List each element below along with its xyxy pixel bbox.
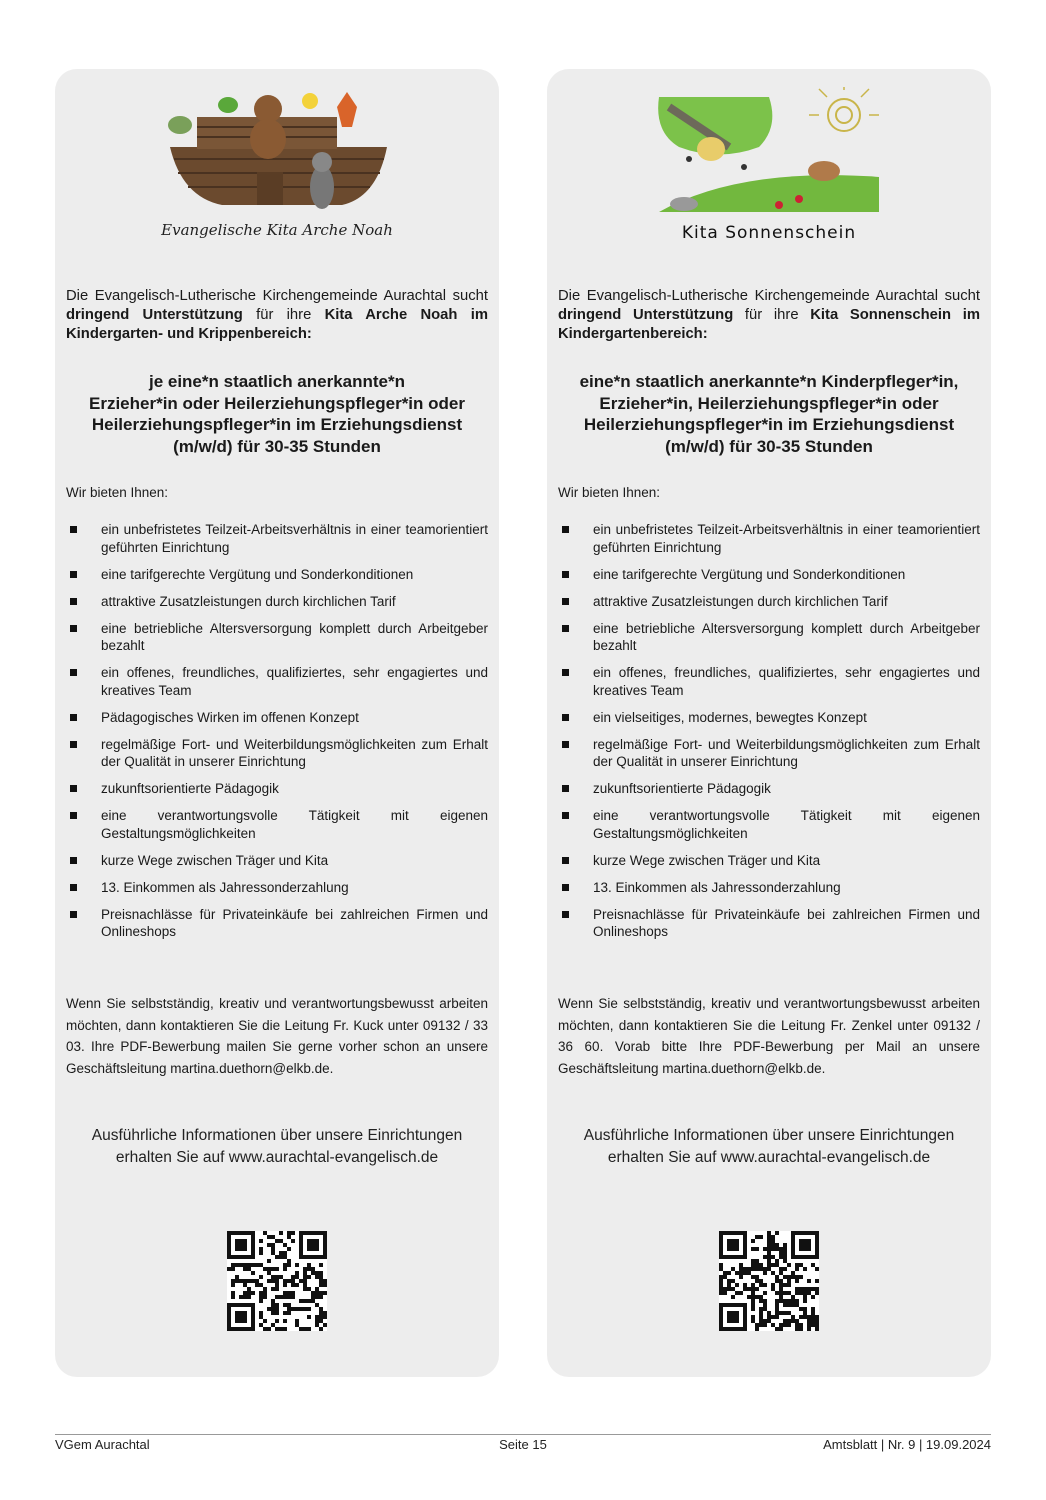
bullet-icon <box>70 884 77 891</box>
list-item: zukunftsorientierte Pädagogik <box>558 780 980 798</box>
bullet-icon <box>562 857 569 864</box>
bullet-icon <box>562 571 569 578</box>
intro-text: Die Evangelisch-Lutherische Kirchengemeinde Aurachtal sucht dringend Unterstützung für ihre Kita Arche Noah im Kindergarten- und Krippenbereich: <box>66 288 488 342</box>
logo-caption: Kita Sonnenschein <box>681 223 857 243</box>
list-item: eine verantwortungsvolle Tätigkeit mit eigenen Gestaltungsmöglichkeiten <box>558 807 980 842</box>
footer-issue: Amtsblatt | Nr. 9 | 19.09.2024 <box>823 1437 991 1452</box>
bullet-icon <box>70 571 77 578</box>
bullet-icon <box>562 714 569 721</box>
offer-label: Wir bieten Ihnen: <box>66 485 169 500</box>
logo-caption: Evangelische Kita Arche Noah <box>161 221 393 239</box>
bullet-icon <box>562 669 569 676</box>
qr-code[interactable] <box>227 1231 327 1331</box>
list-item: eine betriebliche Altersversorgung komplett durch Arbeitgeber bezahlt <box>558 620 980 655</box>
qr-code[interactable] <box>719 1231 819 1331</box>
footer-publisher: VGem Aurachtal <box>55 1437 150 1452</box>
bullet-icon <box>70 911 77 918</box>
bullet-icon <box>70 669 77 676</box>
list-item: kurze Wege zwischen Träger und Kita <box>558 852 980 870</box>
list-item: ein offenes, freundliches, qualifiziertes, sehr engagiertes und kreatives Team <box>558 664 980 699</box>
bullet-icon <box>562 884 569 891</box>
contact-text: Wenn Sie selbstständig, kreativ und verantwortungsbewusst arbeiten möchten, dann kontaktieren Sie die Leitung Fr. Zenkel unter 09132 / 36 60. Vorab bitte Ihre PDF-Bewerbung per Mail an unsere Geschäftsleitung martina.duethorn@elkb.de. <box>558 996 980 1076</box>
bullet-icon <box>562 598 569 605</box>
bullet-icon <box>70 625 77 632</box>
list-item: eine tarifgerechte Vergütung und Sonderkonditionen <box>558 566 980 584</box>
info-text: Ausführliche Informationen über unsere Einrichtungen erhalten Sie auf www.aurachtal-evangelisch.de <box>583 1127 955 1166</box>
list-item: ein unbefristetes Teilzeit-Arbeitsverhältnis in einer teamorientiert geführten Einrichtung <box>66 521 488 556</box>
position-title: eine*n staatlich anerkannte*n Kinderpfleger*in, Erzieher*in, Heilerziehungspfleger*in oder Heilerziehungspfleger*in im Erziehungsdienst (m/w/d) für 30-35 Stunden <box>579 372 959 456</box>
list-item: attraktive Zusatzleistungen durch kirchlichen Tarif <box>558 593 980 611</box>
bullet-icon <box>70 857 77 864</box>
list-item: ein unbefristetes Teilzeit-Arbeitsverhältnis in einer teamorientiert geführten Einrichtung <box>558 521 980 556</box>
bullet-icon <box>70 812 77 819</box>
offer-label: Wir bieten Ihnen: <box>558 485 661 500</box>
bullet-icon <box>70 598 77 605</box>
list-item: 13. Einkommen als Jahressonderzahlung <box>558 879 980 897</box>
bullet-icon <box>562 526 569 533</box>
list-item: kurze Wege zwischen Träger und Kita <box>66 852 488 870</box>
bullet-icon <box>70 785 77 792</box>
bullet-icon <box>70 741 77 748</box>
list-item: ein vielseitiges, modernes, bewegtes Konzept <box>558 709 980 727</box>
position-title: je eine*n staatlich anerkannte*n Erzieher*in oder Heilerziehungspfleger*in oder Heilerziehungspfleger*in im Erziehungsdienst (m/w/d) für 30-35 Stunden <box>89 372 465 456</box>
list-item: Preisnachlässe für Privateinkäufe bei zahlreichen Firmen und Onlineshops <box>558 906 980 941</box>
bullet-icon <box>70 526 77 533</box>
footer-divider <box>55 1434 991 1435</box>
bullet-icon <box>562 741 569 748</box>
list-item: attraktive Zusatzleistungen durch kirchlichen Tarif <box>66 593 488 611</box>
list-item: regelmäßige Fort- und Weiterbildungsmöglichkeiten zum Erhalt der Qualität in unserer Einrichtung <box>66 736 488 771</box>
list-item: eine tarifgerechte Vergütung und Sonderkonditionen <box>66 566 488 584</box>
job-ad-sonnenschein <box>547 69 991 1377</box>
intro-text: Die Evangelisch-Lutherische Kirchengemeinde Aurachtal sucht dringend Unterstützung für ihre Kita Sonnenschein im Kindergartenbereich: <box>558 288 980 342</box>
list-item: regelmäßige Fort- und Weiterbildungsmöglichkeiten zum Erhalt der Qualität in unserer Einrichtung <box>558 736 980 771</box>
bullet-icon <box>562 911 569 918</box>
list-item: 13. Einkommen als Jahressonderzahlung <box>66 879 488 897</box>
offer-list <box>558 521 980 950</box>
list-item: zukunftsorientierte Pädagogik <box>66 780 488 798</box>
job-ad-arche-noah <box>55 69 499 1377</box>
bullet-icon <box>70 714 77 721</box>
list-item: Pädagogisches Wirken im offenen Konzept <box>66 709 488 727</box>
contact-text: Wenn Sie selbstständig, kreativ und verantwortungsbewusst arbeiten möchten, dann kontaktieren Sie die Leitung Fr. Kuck unter 09132 / 33 03. Ihre PDF-Bewerbung mailen Sie gerne vorher schon an unsere Geschäftsleitung martina.duethorn@elkb.de. <box>66 996 488 1076</box>
offer-list <box>66 521 488 950</box>
list-item: ein offenes, freundliches, qualifiziertes, sehr engagiertes und kreatives Team <box>66 664 488 699</box>
list-item: Preisnachlässe für Privateinkäufe bei zahlreichen Firmen und Onlineshops <box>66 906 488 941</box>
bullet-icon <box>562 812 569 819</box>
bullet-icon <box>562 785 569 792</box>
list-item: eine verantwortungsvolle Tätigkeit mit eigenen Gestaltungsmöglichkeiten <box>66 807 488 842</box>
list-item: eine betriebliche Altersversorgung komplett durch Arbeitgeber bezahlt <box>66 620 488 655</box>
footer-page-number: Seite 15 <box>499 1437 547 1452</box>
info-text: Ausführliche Informationen über unsere Einrichtungen erhalten Sie auf www.aurachtal-evangelisch.de <box>91 1127 463 1166</box>
bullet-icon <box>562 625 569 632</box>
